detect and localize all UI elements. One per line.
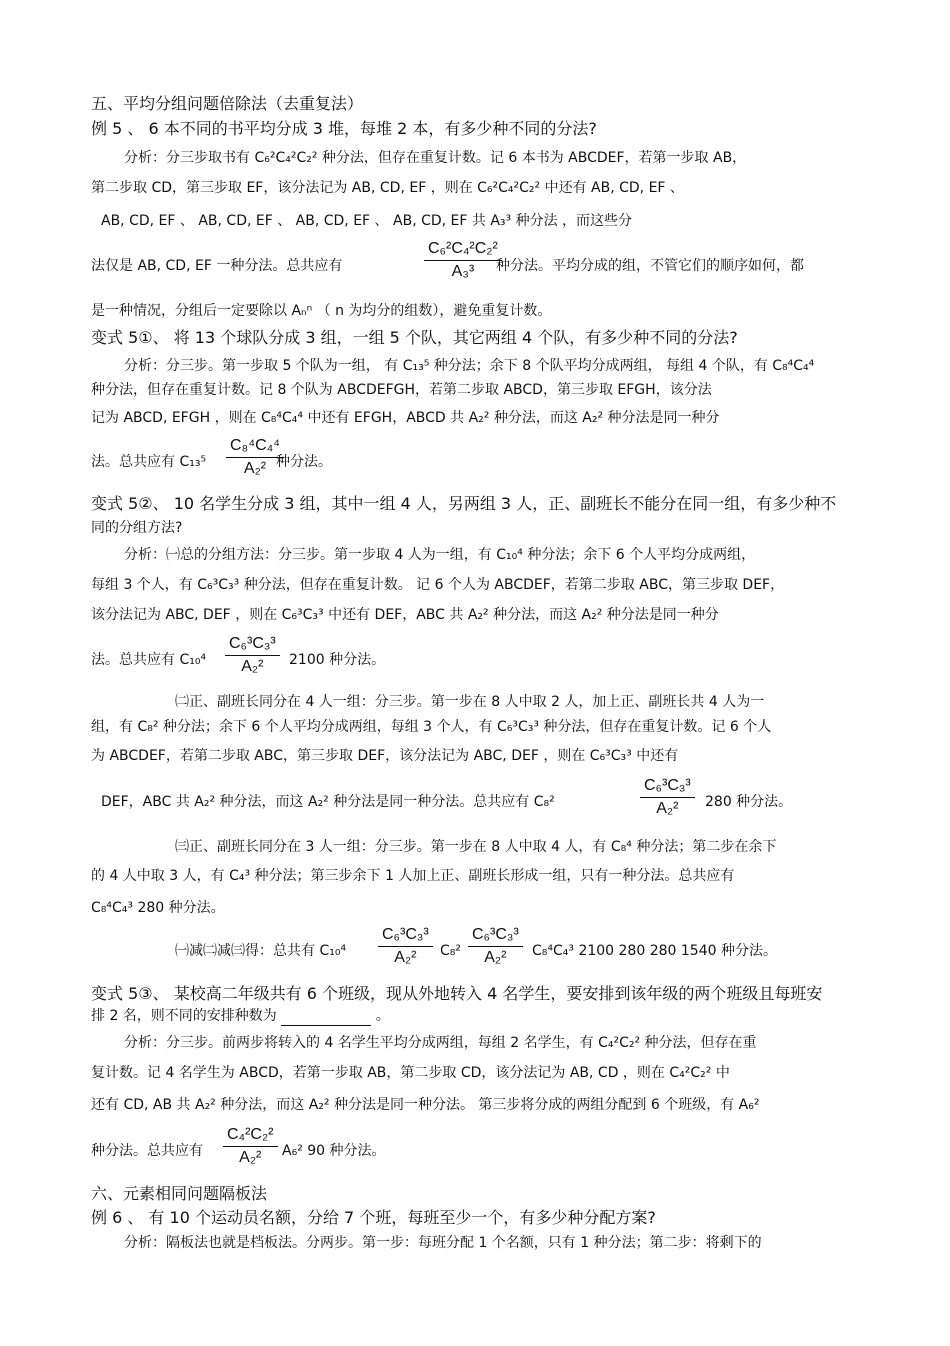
s5-line-5: 是一种情况，分组后一定要除以 Aₙⁿ （ n 为均分的组数），避免重复计数。 <box>91 303 552 319</box>
title-end: 。 <box>375 1008 390 1024</box>
variant-5-3-title-2 <box>91 1006 390 1026</box>
v2-d-fraction-1 <box>378 925 433 968</box>
v2-b-line-2: 组，有 C₈² 种分法；余下 6 个人平均分成两组，每组 3 个人，有 C₆³C₃³ 种分法，但存在重复计数。记 6 个人 <box>91 719 772 735</box>
v2-a-line-3: 该分法记为 ABC, DEF ，则在 C₆³C₃³ 中还有 DEF，ABC 共 A₂² 种分法，而这 A₂² 种分法是同一种分 <box>91 607 719 623</box>
v2-a-line-2: 每组 3 个人，有 C₆³C₃³ 种分法，但存在重复计数。 记 6 个人为 ABCDEF，若第二步取 ABC，第三步取 DEF， <box>91 577 785 593</box>
v1-line-2: 种分法，但存在重复计数。记 8 个队为 ABCDEFGH，若第二步取 ABCD，第三步取 EFGH，该分法 <box>91 382 712 398</box>
v1-line-4a: 法。总共应有 C₁₃⁵ <box>91 454 207 470</box>
fraction-numerator: C₄²C₂² <box>223 1125 278 1147</box>
fraction-numerator: C₆³C₃³ <box>468 925 523 947</box>
fraction-numerator: C₆²C₄²C₂² <box>424 239 502 261</box>
v3-line-4a: 种分法。总共应有 <box>91 1143 203 1159</box>
v2-b-line-1: ㈡正、副班长同分在 4 人一组：分三步。第一步在 8 人中取 2 人，加上正、副班长共 4 人为一 <box>175 694 765 710</box>
section-6-title: 六、元素相同问题隔板法 <box>91 1184 268 1203</box>
fraction-denominator: A₃³ <box>451 263 475 280</box>
v1-line-4b: 种分法。 <box>276 454 332 470</box>
s5-line-4b: 种分法。平均分成的组，不管它们的顺序如何，都 <box>496 258 804 274</box>
fraction-denominator: A₂² <box>656 800 679 817</box>
fraction-denominator: A₂² <box>394 949 417 966</box>
example-6: 例 6 、 有 10 个运动员名额，分给 7 个班，每班至少一个，有多少种分配方案? <box>91 1208 656 1227</box>
v2-c-line-1: ㈢正、副班长同分在 3 人一组：分三步。第一步在 8 人中取 4 人，有 C₈⁴ 种分法；第二步在余下 <box>175 839 777 855</box>
v2-a-line-4b: 2100 种分法。 <box>289 652 386 668</box>
s5-fraction <box>424 239 502 282</box>
v1-line-1: 分析：分三步。第一步取 5 个队为一组， 有 C₁₃⁵ 种分法；余下 8 个队平均分成两组， 每组 4 个队，有 C₈⁴C₄⁴ <box>124 358 815 374</box>
v2-b-fraction <box>640 776 695 819</box>
v2-a-fraction <box>225 634 280 677</box>
v3-line-4b: A₆² 90 种分法。 <box>282 1143 386 1159</box>
s5-line-4a: 法仅是 AB, CD, EF 一种分法。总共应有 <box>91 258 343 274</box>
fraction-numerator: C₆³C₃³ <box>225 634 280 656</box>
variant-5-2-title-1: 变式 5②、 10 名学生分成 3 组，其中一组 4 人，另两组 3 人，正、副班长不能分在同一组，有多少种不 <box>91 494 837 513</box>
v2-c-line-3: C₈⁴C₄³ 280 种分法。 <box>91 900 225 916</box>
v2-d-line-c: C₈⁴C₄³ 2100 280 280 1540 种分法。 <box>532 943 777 959</box>
variant-5-3-title-1: 变式 5③、 某校高二年级共有 6 个班级，现从外地转入 4 名学生，要安排到该年级的两个班级且每班安 <box>91 984 823 1003</box>
v2-a-line-4a: 法。总共应有 C₁₀⁴ <box>91 652 207 668</box>
variant-5-1-title: 变式 5①、 将 13 个球队分成 3 组，一组 5 个队，其它两组 4 个队，有多少种不同的分法? <box>91 328 738 347</box>
v3-line-3: 还有 CD, AB 共 A₂² 种分法，而这 A₂² 种分法是同一种分法。 第三步将分成的两组分配到 6 个班级，有 A₆² <box>91 1097 760 1113</box>
v2-b-line-4a: DEF，ABC 共 A₂² 种分法，而这 A₂² 种分法是同一种分法。总共应有 C₈² <box>101 794 555 810</box>
variant-5-2-title-2: 同的分组方法? <box>91 520 183 536</box>
fraction-denominator: A₂² <box>484 949 507 966</box>
s5-line-3: AB, CD, EF 、 AB, CD, EF 、 AB, CD, EF 、 AB, CD, EF 共 A₃³ 种分法 ，而这些分 <box>101 213 633 229</box>
v2-d-line-b: C₈² <box>440 943 461 959</box>
section-5-title: 五、平均分组问题倍除法（去重复法） <box>91 94 364 113</box>
v2-c-line-2: 的 4 人中取 3 人，有 C₄³ 种分法；第三步余下 1 人加上正、副班长形成一组，只有一种分法。总共应有 <box>91 868 735 884</box>
v2-d-line-a: ㈠减㈡减㈢得：总共有 C₁₀⁴ <box>175 943 347 959</box>
v3-fraction <box>223 1125 278 1168</box>
v2-d-fraction-2 <box>468 925 523 968</box>
v1-line-3: 记为 ABCD, EFGH ，则在 C₈⁴C₄⁴ 中还有 EFGH，ABCD 共 A₂² 种分法，而这 A₂² 种分法是同一种分 <box>91 410 720 426</box>
s5-line-1: 分析：分三步取书有 C₆²C₄²C₂² 种分法，但存在重复计数。记 6 本书为 ABCDEF，若第一步取 AB， <box>124 150 747 166</box>
v3-line-2: 复计数。记 4 名学生为 ABCD，若第一步取 AB，第二步取 CD，该分法记为 AB, CD ，则在 C₄²C₂² 中 <box>91 1065 730 1081</box>
fraction-denominator: A₂² <box>243 460 267 477</box>
v3-line-1: 分析：分三步。前两步将转入的 4 名学生平均分成两组，每组 2 名学生，有 C₄²C₂² 种分法，但存在重 <box>124 1035 757 1051</box>
fraction-denominator: A₂² <box>241 658 264 675</box>
v2-a-line-1: 分析：㈠总的分组方法：分三步。第一步取 4 人为一组，有 C₁₀⁴ 种分法；余下 6 个人平均分成两组， <box>124 547 756 563</box>
v2-b-line-3: 为 ABCDEF，若第二步取 ABC，第三步取 DEF，该分法记为 ABC, DEF ，则在 C₆³C₃³ 中还有 <box>91 748 679 764</box>
fraction-denominator: A₂² <box>239 1149 262 1166</box>
fraction-numerator: C₆³C₃³ <box>640 776 695 798</box>
fraction-numerator: C₆³C₃³ <box>378 925 433 947</box>
answer-blank <box>281 1011 371 1026</box>
s6-line-1: 分析：隔板法也就是档板法。分两步。第一步：每班分配 1 个名额，只有 1 种分法；第二步：将剩下的 <box>124 1235 762 1251</box>
v2-b-line-4b: 280 种分法。 <box>705 794 793 810</box>
example-5: 例 5 、 6 本不同的书平均分成 3 堆，每堆 2 本，有多少种不同的分法? <box>91 119 597 138</box>
s5-line-2: 第二步取 CD，第三步取 EF，该分法记为 AB, CD, EF ，则在 C₆²C₄²C₂² 中还有 AB, CD, EF 、 <box>91 180 684 196</box>
fraction-numerator: C₈⁴C₄⁴ <box>226 436 284 458</box>
title-text: 排 2 名，则不同的安排种数为 <box>91 1008 277 1024</box>
